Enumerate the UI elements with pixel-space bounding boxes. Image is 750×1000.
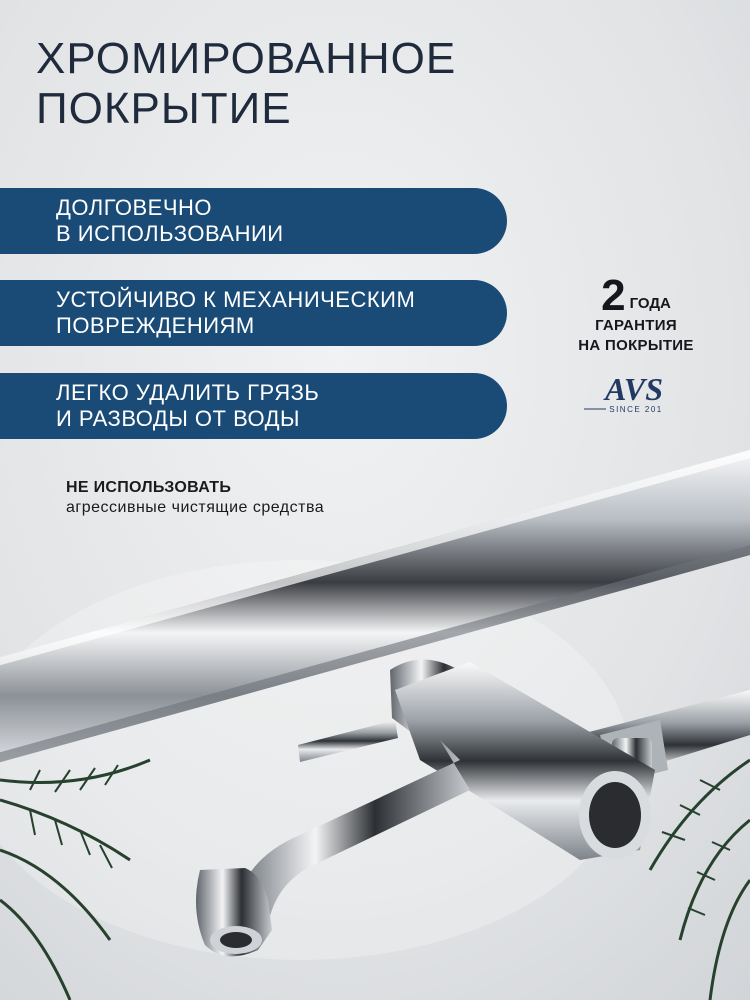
warning-heading: НЕ ИСПОЛЬЗОВАТЬ — [66, 479, 232, 496]
feature-line: И РАЗВОДЫ ОТ ВОДЫ — [56, 406, 301, 431]
feature-line: ПОВРЕЖДЕНИЯМ — [56, 313, 255, 338]
avs-logo — [582, 370, 686, 416]
warning-text: агрессивные чистящие средства — [66, 499, 325, 516]
feature-line: ЛЕГКО УДАЛИТЬ ГРЯЗЬ — [56, 380, 320, 405]
logo-brand: AVS — [604, 371, 664, 407]
guarantee-badge — [548, 271, 724, 356]
page-title — [36, 34, 456, 134]
title-line-1: ХРОМИРОВАННОЕ — [36, 34, 457, 83]
logo-tagline: SINCE 201 — [609, 405, 663, 414]
guarantee-unit: ГОДА — [629, 295, 671, 312]
feature-pill-easy-clean — [0, 373, 507, 439]
warning-note — [66, 478, 324, 518]
feature-line: В ИСПОЛЬЗОВАНИИ — [56, 221, 284, 246]
guarantee-years: 2 — [601, 271, 626, 320]
guarantee-line-2: НА ПОКРЫТИЕ — [578, 337, 694, 354]
feature-line: ДОЛГОВЕЧНО — [56, 195, 213, 220]
title-line-2: ПОКРЫТИЕ — [36, 84, 292, 133]
guarantee-line-1: ГАРАНТИЯ — [595, 317, 677, 334]
feature-pill-damage-resistant — [0, 280, 507, 346]
feature-pill-durable — [0, 188, 507, 254]
feature-line: УСТОЙЧИВО К МЕХАНИЧЕСКИМ — [56, 287, 416, 312]
